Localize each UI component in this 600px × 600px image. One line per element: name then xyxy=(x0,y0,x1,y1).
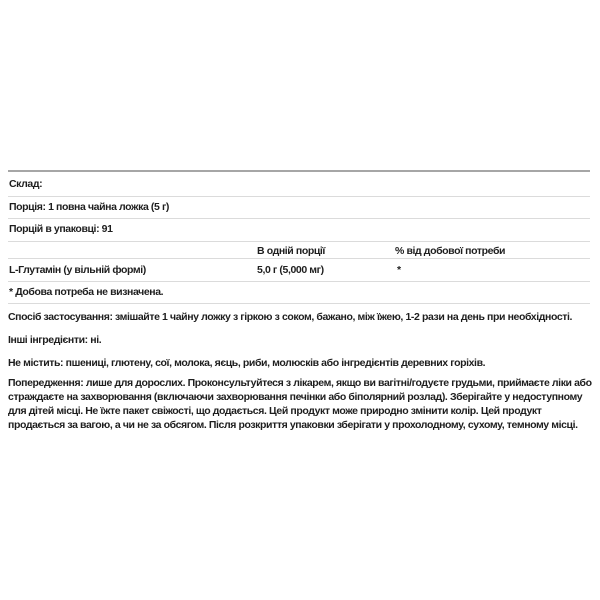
directions-paragraph: Спосіб застосування: змішайте 1 чайну ложку з гіркою з соком, бажано, між їжею, 1-2 рази на день при необхідності. xyxy=(8,311,573,323)
ingredient-name: L-Глутамін (у вільній формі) xyxy=(9,264,146,276)
ingredient-daily-value: * xyxy=(397,264,401,276)
column-header-daily-value: % від добової потреби xyxy=(395,245,506,257)
servings-per-container-label: Порцій в упаковці: 91 xyxy=(9,223,113,235)
composition-label: Склад: xyxy=(9,178,43,190)
table-header-row xyxy=(8,242,590,259)
other-ingredients-paragraph: Інші інгредієнти: ні. xyxy=(8,334,102,346)
table-footnote-row xyxy=(8,282,590,304)
servings-per-container-row xyxy=(8,219,590,242)
serving-size-label: Порція: 1 повна чайна ложка (5 г) xyxy=(9,201,170,213)
column-header-per-serving: В одній порції xyxy=(257,245,325,257)
serving-size-row xyxy=(8,197,590,219)
daily-value-footnote: * Добова потреба не визначена. xyxy=(9,286,164,298)
supplement-facts-panel xyxy=(0,170,600,432)
allergen-free-paragraph: Не містить: пшениці, глютену, сої, молока, яєць, риби, молюсків або інгредієнтів деревних горіхів. xyxy=(8,357,486,369)
warnings-paragraph: Попередження: лише для дорослих. Проконсультуйтеся з лікарем, якщо ви вагітні/годуєте грудьми, приймаєте ліки або страждаєте на захворювання (включаючи захворювання печінки або біполярний розлад). Зберігайте у недоступному для дітей місці. Не їжте пакет свіжості, що додається. Цей продукт може природно змінити колір. Цей продукт продається за вагою, а чи не за обсягом. Після розкриття упаковки зберігати у прохолодному, сухому, темному місці. xyxy=(8,377,592,431)
composition-row xyxy=(8,170,590,197)
ingredient-amount: 5,0 г (5,000 мг) xyxy=(257,264,324,276)
table-row xyxy=(8,259,590,282)
